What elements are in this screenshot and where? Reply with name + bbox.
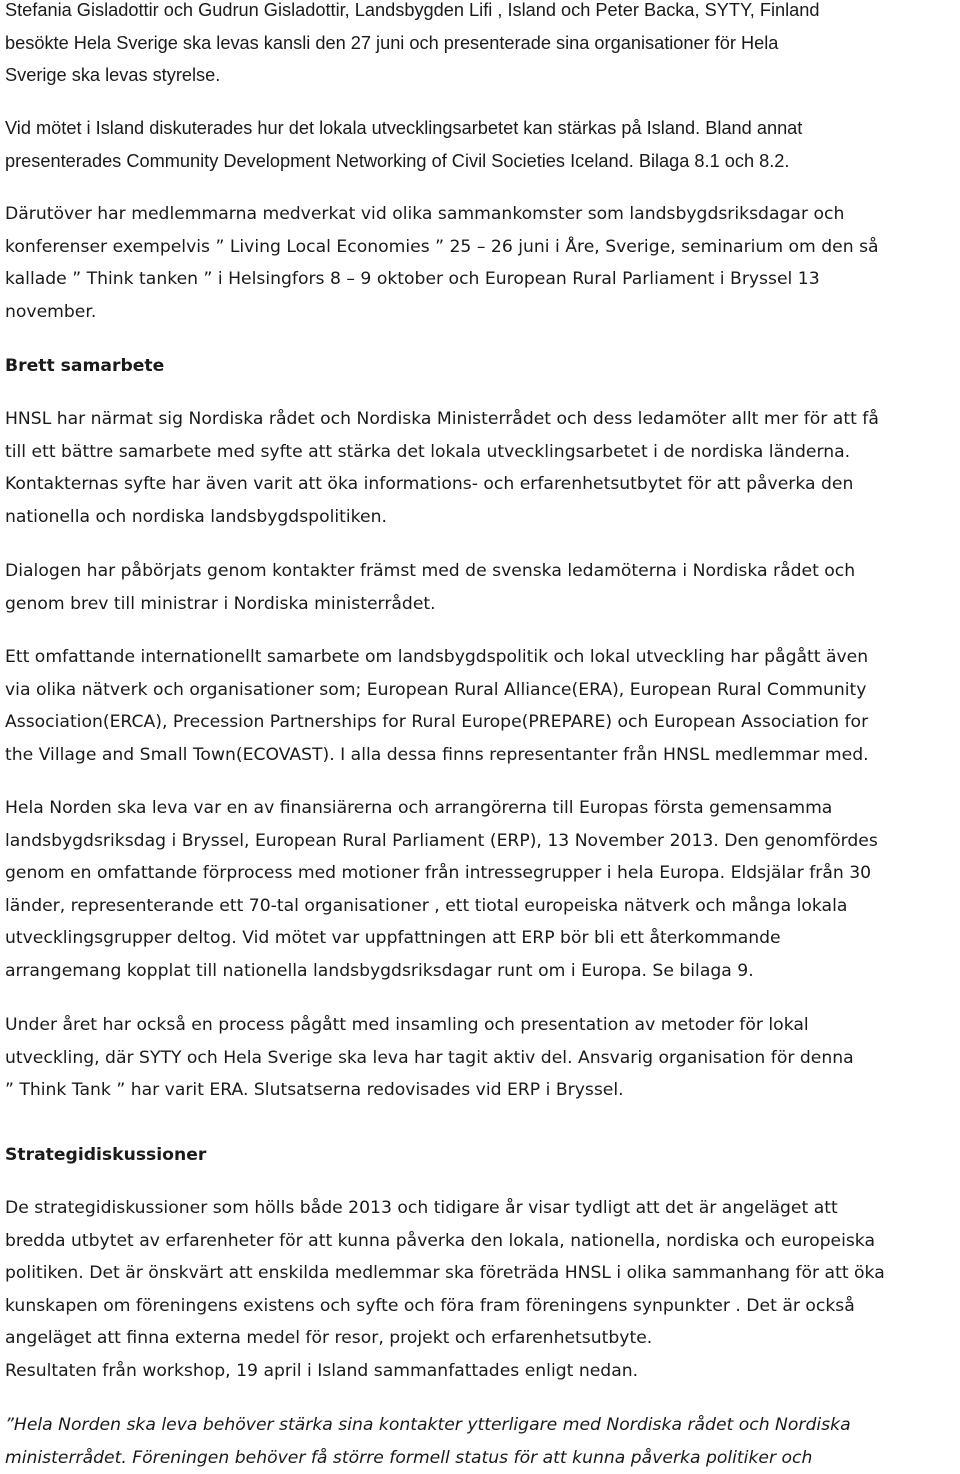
text-line: november. xyxy=(5,301,97,322)
text-line: till ett bättre samarbete med syfte att stärka det lokala utvecklingsarbetet i de nordiska länderna. xyxy=(5,441,851,462)
text-line: utveckling, där SYTY och Hela Sverige ska leva har tagit aktiv del. Ansvarig organisation för denna xyxy=(5,1047,854,1068)
text-line: genom en omfattande förprocess med motioner från intressegrupper i hela Europa. Eldsjälar från 30 xyxy=(5,863,872,884)
text-line: länder, representerande ett 70-tal organisationer , ett tiotal europeiska nätverk och många lokala xyxy=(5,895,848,916)
text-line: Därutöver har medlemmarna medverkat vid olika sammankomster som landsbygdsriksdagar och xyxy=(5,204,845,224)
text-line: Under året har också en process pågått med insamling och presentation av metoder för lokal xyxy=(5,1015,809,1035)
text-line: ” Think Tank ” har varit ERA. Slutsatserna redovisades vid ERP i Bryssel. xyxy=(5,1080,624,1101)
text-line: Vid mötet i Island diskuterades hur det lokala utvecklingsarbetet kan stärkas på Island. Bland annat xyxy=(5,118,803,138)
text-line: ministerrådet. Föreningen behöver få större formell status för att kunna påverka politiker och xyxy=(5,1447,813,1468)
text-line: Stefania Gisladottir och Gudrun Gisladottir, Landsbygden Lifi , Island och Peter Backa, SYTY, Finland xyxy=(5,0,820,20)
text-line: landsbygdsriksdag i Bryssel, European Rural Parliament (ERP), 13 November 2013. Den genomfördes xyxy=(5,830,878,851)
paragraph-island-meeting xyxy=(5,112,960,177)
text-line: ”Hela Norden ska leva behöver stärka sina kontakter ytterligare med Nordiska rådet och Nordiska xyxy=(5,1415,851,1435)
text-line: kallade ” Think tanken ” i Helsingfors 8 – 9 oktober och European Rural Parliament i Bryssel 13 xyxy=(5,269,820,290)
paragraph-meetings xyxy=(5,198,960,328)
text-line: nationella och nordiska landsbygdspolitiken. xyxy=(5,506,387,527)
section-heading-brett-samarbete: Brett samarbete xyxy=(5,356,165,376)
paragraph-dialog xyxy=(5,555,960,620)
paragraph-visit xyxy=(5,0,960,92)
paragraph-methods xyxy=(5,1009,960,1107)
paragraph-workshop-quote xyxy=(5,1409,960,1474)
text-line: the Village and Small Town(ECOVAST). I alla dessa finns representanter från HNSL medlemmar med. xyxy=(5,744,869,765)
text-line: Ett omfattande internationellt samarbete om landsbygdspolitik och lokal utveckling har pågått även xyxy=(5,647,869,667)
text-line: konferenser exempelvis ” Living Local Economies ” 25 – 26 juni i Åre, Sverige, seminarium om den så xyxy=(5,236,879,257)
text-line: utvecklingsgrupper deltog. Vid mötet var uppfattningen att ERP bör bli ett återkommande xyxy=(5,928,781,949)
text-line: politiken. Det är önskvärt att enskilda medlemmar ska företräda HNSL i olika sammanhang för att öka xyxy=(5,1263,885,1284)
paragraph-hnsl-nordic xyxy=(5,403,960,533)
text-line: angeläget att finna externa medel för resor, projekt och erfarenhetsutbyte. xyxy=(5,1328,653,1349)
text-line: presenterades Community Development Networking of Civil Societies Iceland. Bilaga 8.1 och 8.2. xyxy=(5,150,790,171)
text-line: Association(ERCA), Precession Partnerships for Rural Europe(PREPARE) och European Association for xyxy=(5,712,869,733)
text-line: De strategidiskussioner som hölls både 2013 och tidigare år visar tydligt att det är angeläget att xyxy=(5,1198,838,1218)
text-line: Dialogen har påbörjats genom kontakter främst med de svenska ledamöterna i Nordiska rådet och xyxy=(5,561,856,581)
text-line: Hela Norden ska leva var en av finansiärerna och arrangörerna till Europas första gemensamma xyxy=(5,798,833,818)
text-line: besökte Hela Sverige ska levas kansli den 27 juni och presenterade sina organisationer för Hela xyxy=(5,32,779,53)
text-line: genom brev till ministrar i Nordiska ministerrådet. xyxy=(5,593,436,614)
text-line: arrangemang kopplat till nationella landsbygdsriksdagar runt om i Europa. Se bilaga 9. xyxy=(5,960,754,981)
text-line: HNSL har närmat sig Nordiska rådet och Nordiska Ministerrådet och dess ledamöter allt mer för att få xyxy=(5,409,879,429)
paragraph-strategy xyxy=(5,1192,960,1388)
text-line: Resultaten från workshop, 19 april i Island sammanfattades enligt nedan. xyxy=(5,1360,639,1381)
section-heading-strategidiskussioner: Strategidiskussioner xyxy=(5,1145,207,1165)
text-line: kunskapen om föreningens existens och syfte och föra fram föreningens synpunkter . Det är också xyxy=(5,1295,855,1316)
paragraph-erp xyxy=(5,792,960,988)
text-line: Kontakternas syfte har även varit att öka informations- och erfarenhetsutbytet för att påverka den xyxy=(5,474,854,495)
paragraph-international xyxy=(5,641,960,771)
text-line: Sverige ska levas styrelse. xyxy=(5,65,221,86)
text-line: via olika nätverk och organisationer som; European Rural Alliance(ERA), European Rural Community xyxy=(5,679,867,700)
text-line: bredda utbytet av erfarenheter för att kunna påverka den lokala, nationella, nordiska och europeiska xyxy=(5,1230,875,1251)
